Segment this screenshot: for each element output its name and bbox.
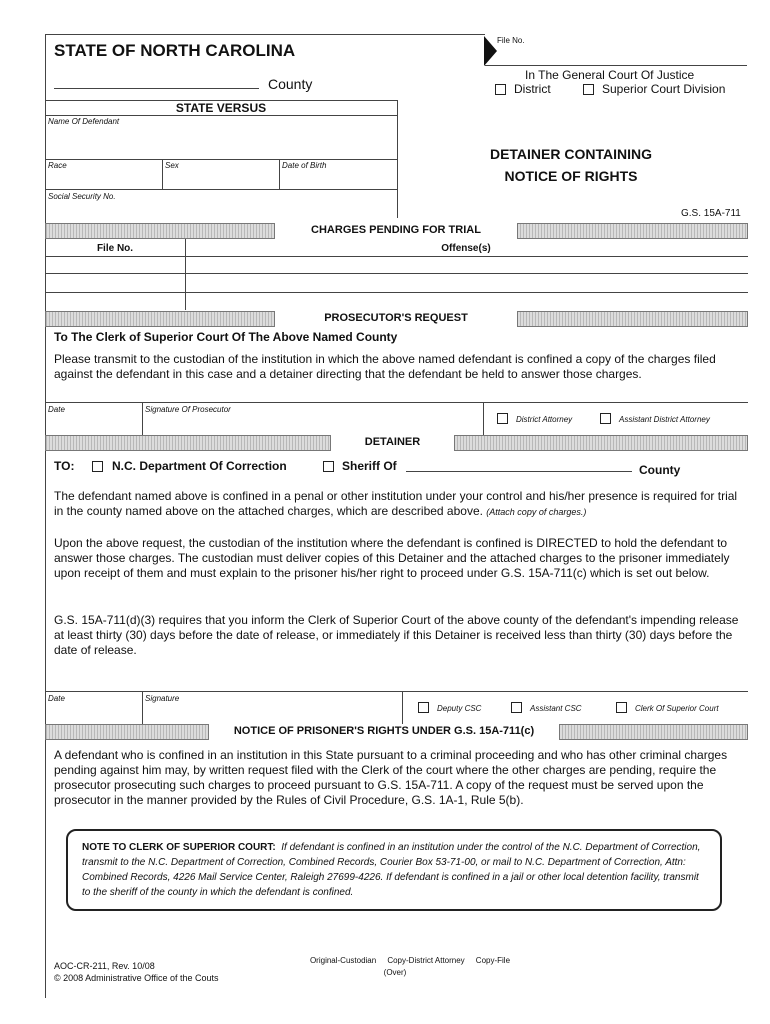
charges-section-title: CHARGES PENDING FOR TRIAL — [274, 223, 518, 239]
prosecutor-section-title: PROSECUTOR'S REQUEST — [274, 311, 518, 327]
sheriff-label: Sheriff Of — [342, 459, 397, 473]
ncdoc-checkbox[interactable] — [92, 461, 103, 472]
ssn-label: Social Security No. — [48, 192, 116, 201]
file-no-field[interactable] — [498, 46, 746, 64]
prosecutor-signature-label: Signature Of Prosecutor — [145, 405, 231, 414]
clerk-superior-label: Clerk Of Superior Court — [635, 704, 719, 713]
assistant-csc-label: Assistant CSC — [530, 704, 582, 713]
form-number: AOC-CR-211, Rev. 10/08 — [54, 961, 155, 971]
district-attorney-checkbox[interactable] — [497, 413, 508, 424]
form-title-line1: DETAINER CONTAINING — [489, 146, 653, 162]
top-border — [45, 34, 485, 35]
superior-label: Superior Court Division — [602, 82, 726, 96]
statute-label: G.S. 15A-711 — [681, 208, 741, 219]
notice-section-title: NOTICE OF PRISONER'S RIGHTS UNDER G.S. 15A-711(c) — [208, 724, 560, 740]
detainer-attach-note: (Attach copy of charges.) — [486, 507, 587, 517]
superior-checkbox[interactable] — [583, 84, 594, 95]
assistant-da-checkbox[interactable] — [600, 413, 611, 424]
rule — [45, 691, 748, 692]
state-versus: STATE VERSUS — [175, 101, 267, 115]
district-label: District — [514, 82, 551, 96]
clerk-note-box — [66, 829, 722, 911]
left-border — [45, 34, 46, 998]
detainer-signature-label: Signature — [145, 694, 180, 703]
clerk-superior-checkbox[interactable] — [616, 702, 627, 713]
district-attorney-label: District Attorney — [516, 415, 573, 424]
court-label: In The General Court Of Justice — [525, 68, 695, 82]
sheriff-county-label: County — [639, 463, 681, 477]
district-checkbox[interactable] — [495, 84, 506, 95]
charges-col-file-no: File No. — [96, 243, 134, 254]
detainer-date-label: Date — [48, 694, 65, 703]
race-label: Race — [48, 161, 67, 170]
rule — [45, 115, 397, 116]
defendant-name-field[interactable] — [48, 128, 393, 158]
rule — [162, 159, 163, 189]
file-no-label: File No. — [497, 36, 525, 45]
over-label: (Over) — [383, 968, 407, 977]
notice-text: A defendant who is confined in an institution in this State pursuant to a criminal proceeding and who has other criminal charges pending against him may, by written request filed with the Clerk of the court where the other charges are pending, require the prosecutor prosecuting such charges to proceed pursuant to G.S. 15A-711. A copy of the request must be served upon the prosecutor in the manner provided by the Rules of Civil Procedure, G.S. 1A-1, Rule 5(b). — [54, 748, 728, 807]
charges-table-body[interactable] — [46, 257, 746, 310]
assistant-da-label: Assistant District Attorney — [619, 415, 710, 424]
prosecutor-request-text: Please transmit to the custodian of the institution in which the above named defendant is confined a copy of the charges filed against the defendant in this case and a detainer directing that the defendant be held to answer those charges. — [54, 352, 716, 381]
detainer-para3: G.S. 15A-711(d)(3) requires that you inform the Clerk of Superior Court of the above county of the defendant's impending release at least thirty (30) days before the date of release, or immediately if this Detainer is received less than thirty (30) days before the date of release. — [54, 613, 739, 657]
rule — [142, 402, 143, 435]
defendant-name-label: Name Of Defendant — [48, 117, 120, 126]
file-no-arrow-icon — [484, 36, 498, 66]
detainer-para1-text: The defendant named above is confined in a penal or other institution under your control and his/her presence is required for trial in the county named above on the attached charges, which are described above. — [54, 489, 738, 518]
rule — [142, 691, 143, 724]
detainer-to-label: TO: — [54, 459, 75, 473]
rule — [279, 159, 280, 189]
state-title: STATE OF NORTH CAROLINA — [54, 41, 296, 60]
rule — [45, 402, 748, 403]
charges-col-offenses: Offense(s) — [441, 243, 491, 254]
rule — [402, 691, 403, 724]
rule — [483, 402, 484, 435]
county-label: County — [268, 76, 313, 92]
detainer-para2: Upon the above request, the custodian of the institution where the defendant is confined is DIRECTED to hold the defendant to answer those charges. The custodian must deliver copies of this Detainer and the attached charges to the prisoner immediately upon receipt of them and must explain to the prisoner his/her right to proceed under G.S. 15A-711(c) which is set out below. — [54, 536, 730, 580]
deputy-csc-checkbox[interactable] — [418, 702, 429, 713]
sheriff-county-line[interactable] — [406, 471, 632, 472]
rule — [45, 159, 397, 160]
deputy-csc-label: Deputy CSC — [437, 704, 482, 713]
assistant-csc-checkbox[interactable] — [511, 702, 522, 713]
form-title-line2: NOTICE OF RIGHTS — [504, 168, 638, 184]
rule — [45, 189, 397, 190]
prosecutor-date-label: Date — [48, 405, 65, 414]
sex-label: Sex — [165, 161, 179, 170]
copyright: © 2008 Administrative Office of the Couts — [54, 973, 219, 983]
county-line[interactable] — [54, 88, 259, 89]
dob-label: Date of Birth — [282, 161, 327, 170]
ncdoc-label: N.C. Department Of Correction — [112, 459, 287, 473]
clerk-note-text: If defendant is confined in an institution under the control of the N.C. Department of Correction, transmit to the N.C. Department of Correction, Combined Records, Courier Box 53-71-00, or mail to N.C. Department of Correction, Attn: Combined Records, 4226 Mail Service Center, Raleigh 27699-4226. If defendant is confined in a jail or other local detention facility, transmit to the sheriff of the county in which the defendant is confined. — [82, 842, 701, 898]
distribution: Original-Custodian Copy-District Attorney Copy-File — [309, 956, 511, 965]
file-no-underline — [485, 65, 747, 66]
rule — [397, 100, 398, 218]
detainer-section-title: DETAINER — [330, 435, 455, 451]
clerk-note-heading: NOTE TO CLERK OF SUPERIOR COURT: — [82, 842, 276, 853]
sheriff-checkbox[interactable] — [323, 461, 334, 472]
prosecutor-to-line: To The Clerk of Superior Court Of The Above Named County — [54, 330, 398, 344]
detainer-para1 — [54, 489, 744, 520]
